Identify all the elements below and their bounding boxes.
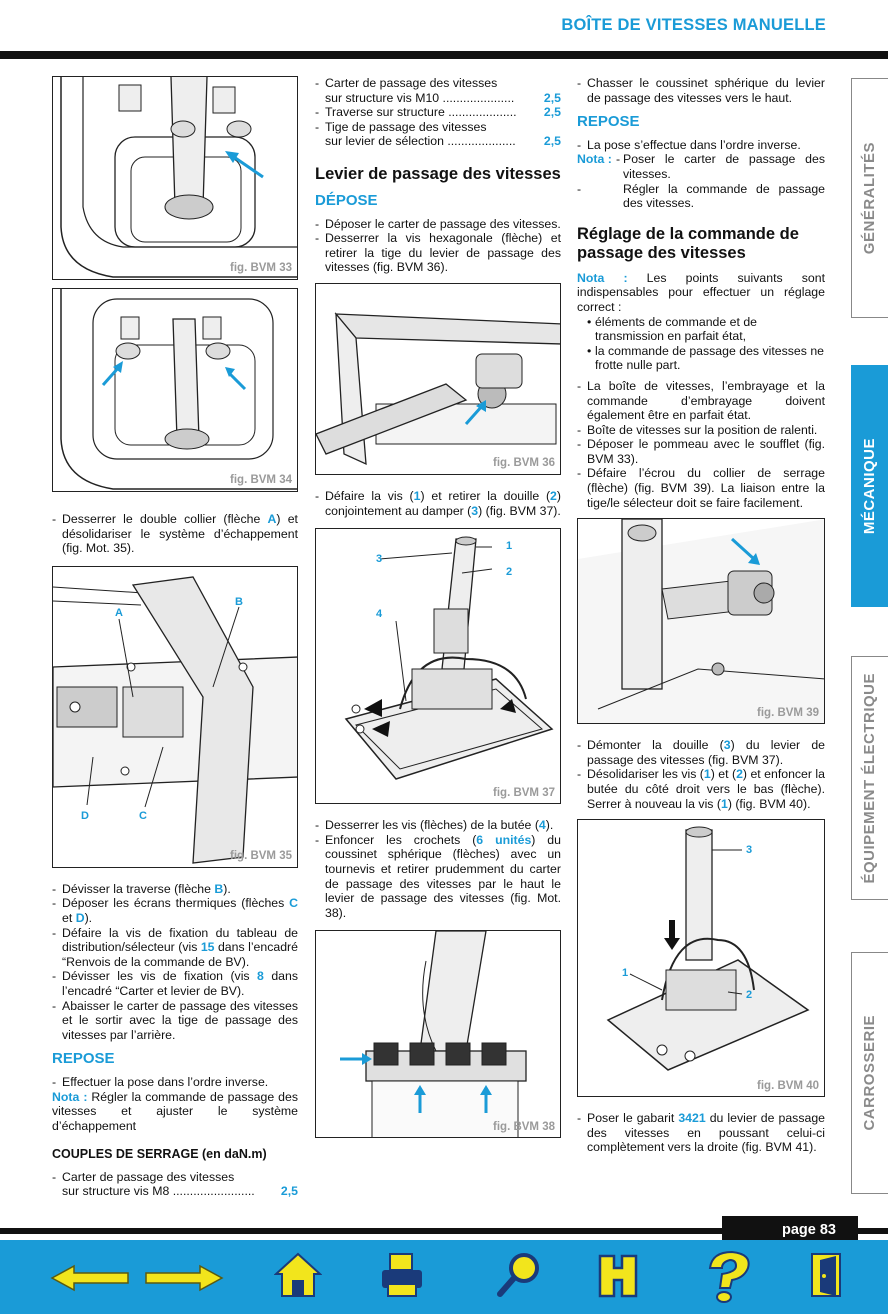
step-desserrer-collier: - Desserrer le double collier (flèche A) et désolidariser le système d’échappement (fig. Mot. 35). [52, 512, 298, 556]
step-deposer-pommeau: - Déposer le pommeau avec le soufflet (fig. BVM 33). [577, 437, 825, 466]
figure-bvm-40 [577, 819, 825, 1097]
figure-bvm-34 [52, 288, 298, 492]
step-chasser-coussinet: - Chasser le coussinet sphérique du levier de passage des vitesses vers le haut. [577, 76, 825, 105]
label-2: 2 [746, 989, 753, 1002]
nota-reglage: Nota : Régler la commande de passage des vitesses et ajuster le système d’échappement [52, 1089, 298, 1133]
step-desolidariser-vis: - Désolidariser les vis (1) et (2) et enfoncer la butée du côté droit vers le bas (flèche). Serrer à nouveau la vis (1) (fig. BVM 40). [577, 767, 825, 811]
step-abaisser-carter: - Abaisser le carter de passage des vitesses et le sortir avec la tige de passage des vitesses par l’arrière. [52, 998, 298, 1042]
figure-bvm-37 [315, 528, 561, 804]
page-title: BOÎTE DE VITESSES MANUELLE [561, 16, 826, 34]
step-traverse: - Dévisser la traverse (flèche B). [52, 881, 231, 896]
heading-couples: COUPLES DE SERRAGE (en daN.m) [52, 1147, 267, 1162]
figure-bvm-39 [577, 518, 825, 724]
home-icon[interactable] [274, 1250, 322, 1304]
label-c: C [139, 809, 147, 822]
print-icon[interactable] [378, 1250, 426, 1304]
selector-clamp-drawing [578, 519, 825, 724]
label-1: 1 [622, 967, 629, 980]
figure-caption: fig. BVM 38 [493, 1120, 555, 1133]
bullet-commande-frotte: • la commande de passage des vitesses ne frotte nulle part. [587, 343, 824, 373]
label-3: 3 [746, 844, 753, 857]
search-icon[interactable] [494, 1250, 542, 1304]
torque-carter-m8-value: sur structure vis M8 ........................ 2,5 [62, 1184, 298, 1199]
torque-carter-m8: - Carter de passage des vitesses [52, 1169, 235, 1184]
page-number: page 83 [722, 1216, 858, 1244]
exit-icon[interactable] [806, 1250, 846, 1304]
figure-caption: fig. BVM 39 [757, 706, 819, 719]
heading-repose-2: REPOSE [577, 113, 640, 131]
step-defaire-vis: - Défaire la vis (1) et retirer la douille (2) conjointement au damper (3) (fig. BVM 37). [315, 488, 561, 518]
step-ecrans: - Déposer les écrans thermiques (flèches C et D). [52, 896, 298, 925]
torque-tige-value: sur levier de sélection .................... 2,5 [325, 134, 561, 149]
heading-levier: Levier de passage des vitesses [315, 164, 561, 183]
figure-bvm-38 [315, 930, 561, 1138]
step-pose-inverse-2: - La pose s’effectue dans l’ordre inverse. [577, 137, 801, 152]
torque-tige: - Tige de passage des vitesses [315, 119, 487, 134]
gear-lever-assembly-drawing [316, 529, 561, 804]
torque-traverse: - Traverse sur structure .................... 2,5 [315, 105, 561, 120]
label-a: A [115, 606, 123, 619]
exhaust-underbody-drawing [53, 567, 298, 868]
heading-reglage: Réglage de la commande de passage des vitesses [577, 224, 799, 262]
figure-bvm-35 [52, 566, 298, 868]
nota-regler-commande: - Régler la commande de passage des vitesses. [577, 181, 825, 211]
step-pose-inverse: - Effectuer la pose dans l’ordre inverse. [52, 1074, 269, 1089]
step-deposer-carter: - Déposer le carter de passage des vitesses. [315, 216, 561, 231]
figure-caption: fig. BVM 40 [757, 1079, 819, 1092]
label-1: 1 [506, 540, 513, 553]
help-icon[interactable] [700, 1250, 756, 1308]
heading-depose: DÉPOSE [315, 191, 378, 209]
step-boite-embrayage: - La boîte de vitesses, l’embrayage et la commande d’embrayage doivent également être en parfait état. [577, 378, 825, 423]
gear-lever-base-drawing [53, 289, 298, 492]
step-vis-fixation: - Dévisser les vis de fixation (vis 8 dans l’encadré “Carter et levier de BV). [52, 969, 298, 998]
column-1 [52, 76, 298, 1199]
index-icon[interactable] [594, 1250, 642, 1304]
tab-carrosserie[interactable]: CARROSSERIE [851, 952, 888, 1194]
arrow-left-icon[interactable] [50, 1262, 130, 1298]
column-2 [315, 76, 561, 1138]
reglage-steps [577, 379, 825, 510]
label-3: 3 [376, 553, 383, 566]
heading-repose: REPOSE [52, 1050, 115, 1068]
nota-points-indispensables: Nota : Les points suivants sont indispensables pour effectuer un réglage correct : [577, 270, 825, 314]
label-4: 4 [376, 608, 383, 621]
step-poser-gabarit: - Poser le gabarit 3421 du levier de passage des vitesses en poussant celui-ci complètement vers la droite (fig. BVM 41). [577, 1111, 825, 1155]
tab-generalites[interactable]: GÉNÉRALITÉS [851, 78, 888, 318]
step-vis-hexagonale: - Desserrer la vis hexagonale (flèche) et retirer la tige du levier de passage des vitesses (fig. BVM 36). [315, 231, 561, 275]
figure-caption: fig. BVM 35 [230, 850, 292, 863]
header-rule [0, 51, 888, 59]
figure-caption: fig. BVM 37 [493, 786, 555, 799]
navigation-bar [0, 1240, 888, 1314]
label-d: D [81, 809, 89, 822]
figure-bvm-33 [52, 76, 298, 280]
figure-caption: fig. BVM 36 [493, 457, 555, 470]
torque-carter-m10: - Carter de passage des vitesses [315, 76, 498, 90]
steps-douille [577, 738, 825, 811]
lever-rod-clamp-drawing [316, 284, 561, 475]
bullet-elements-commande: • éléments de commande et de transmission en parfait état, [587, 314, 758, 344]
figure-caption: fig. BVM 34 [230, 474, 292, 487]
step-vis-butee: - Desserrer les vis (flèches) de la butée (4). [315, 818, 554, 833]
column-3 [577, 76, 825, 1155]
step-demonter-douille: - Démonter la douille (3) du levier de passage des vitesses (fig. BVM 37). [577, 738, 825, 767]
step-vis-tableau: - Défaire la vis de fixation du tableau de distribution/sélecteur (vis 15 dans l’encadré “Renvois de la commande de BV). [52, 925, 298, 969]
step-ecrou-collier: - Défaire l’écrou du collier de serrage (flèche) (fig. BVM 39). La liaison entre la tige/le sélecteur doit se faire facilement. [577, 466, 825, 510]
figure-bvm-36 [315, 283, 561, 475]
tab-equipement-electrique[interactable]: ÉQUIPEMENT ÉLECTRIQUE [851, 656, 888, 900]
step-crochets: - Enfoncer les crochets (6 unités) du coussinet sphérique (flèches) avec un tournevis et retirer prudemment du carter de passage des vitesses par le haut le levier de passage des vitesses (fig. Mot. 38). [315, 832, 561, 920]
steps-butee [315, 818, 561, 920]
depose-steps [52, 882, 298, 1043]
step-ralenti: - Boîte de vitesses sur la position de ralenti. [577, 422, 818, 437]
label-b: B [235, 595, 243, 608]
gear-lever-boot-drawing [53, 77, 298, 280]
nota-poser-carter: Nota : - Poser le carter de passage des vitesses. [577, 152, 825, 181]
tab-mecanique[interactable]: MÉCANIQUE [851, 365, 888, 607]
lever-stop-adjustment-drawing [578, 820, 825, 1097]
label-2: 2 [506, 566, 513, 579]
spherical-bearing-drawing [316, 931, 561, 1138]
torque-carter-m10-value: sur structure vis M10 ..................... 2,5 [325, 90, 561, 105]
figure-caption: fig. BVM 33 [230, 262, 292, 275]
arrow-right-icon[interactable] [144, 1262, 224, 1298]
